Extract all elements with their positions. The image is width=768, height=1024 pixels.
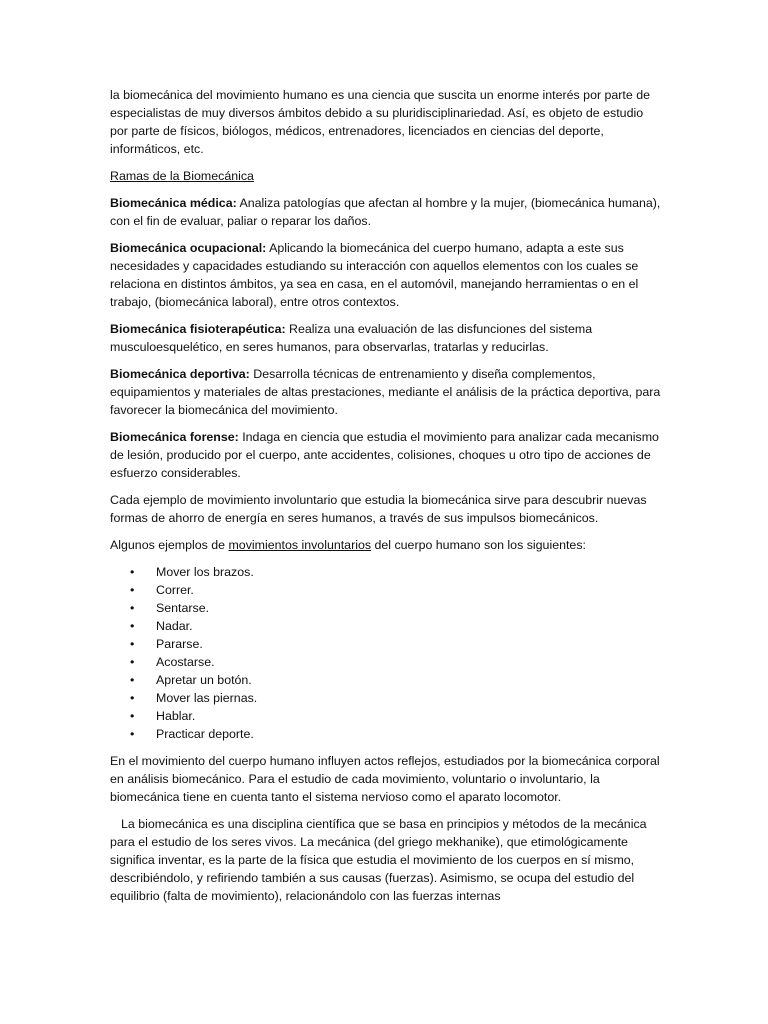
reflex-paragraph: En el movimiento del cuerpo humano influyen actos reflejos, estudiados por la biomecánica corporal en análisis biomecánico. Para el estudio de cada movimiento, voluntario o involuntario, la biomecánica tiene en cuenta tanto el sistema nervioso como el aparato locomotor. bbox=[110, 754, 660, 804]
rama-deportiva bbox=[110, 365, 662, 419]
bullet-icon: • bbox=[130, 673, 135, 687]
list-item-text: Acostarse. bbox=[156, 655, 215, 669]
document-body bbox=[110, 86, 662, 914]
bullet-icon: • bbox=[130, 727, 135, 741]
list-item bbox=[110, 563, 662, 581]
final-paragraph: La biomecánica es una disciplina científica que se basa en principios y métodos de la mecánica para el estudio de los seres vivos. La mecánica (del griego mekhanike), que etimológicamente significa inventar, es la parte de la física que estudia el movimiento de los cuerpos en sí mismo, describiéndolo, y refiriendo también a sus causas (fuerzas). Asimismo, se ocupa del estudio del equilibrio (falta de movimiento), relacionándolo con las fuerzas internas bbox=[110, 817, 647, 903]
rama-term: Biomecánica fisioterapéutica: bbox=[110, 322, 286, 336]
rama-medica bbox=[110, 194, 662, 230]
rama-term: Biomecánica deportiva: bbox=[110, 367, 250, 381]
examples-intro bbox=[110, 536, 662, 554]
list-item-text: Mover las piernas. bbox=[156, 691, 258, 705]
list-item-text: Apretar un botón. bbox=[156, 673, 252, 687]
bullet-icon: • bbox=[130, 691, 135, 705]
rama-text: Desarrolla técnicas de entrenamiento y diseña complementos, equipamientos y materiales de altas prestaciones, mediante el análisis de la práctica deportiva, para favorecer la biomecánica del movimiento. bbox=[110, 367, 661, 417]
involuntary-movements-link[interactable]: movimientos involuntarios bbox=[228, 538, 372, 552]
list-item bbox=[110, 617, 662, 635]
rama-fisioterapeutica bbox=[110, 320, 662, 356]
examples-list bbox=[110, 563, 662, 743]
list-item-text: Practicar deporte. bbox=[156, 727, 254, 741]
list-item bbox=[110, 581, 662, 599]
list-item-text: Sentarse. bbox=[156, 601, 210, 615]
rama-text: Realiza una evaluación de las disfunciones del sistema musculoesquelético, en seres humanos, para observarlas, tratarlas y reducirlas. bbox=[110, 322, 593, 354]
examples-intro-before: Algunos ejemplos de bbox=[110, 538, 229, 552]
list-item-text: Hablar. bbox=[156, 709, 196, 723]
list-item bbox=[110, 671, 662, 689]
list-item bbox=[110, 689, 662, 707]
rama-text: Indaga en ciencia que estudia el movimiento para analizar cada mecanismo de lesión, producido por el cuerpo, ante accidentes, colisiones, choques u otro tipo de acciones de esfuerzo considerables. bbox=[110, 430, 659, 480]
rama-term: Biomecánica forense: bbox=[110, 430, 239, 444]
list-item-text: Mover los brazos. bbox=[156, 565, 254, 579]
examples-intro-after: del cuerpo humano son los siguientes: bbox=[371, 538, 586, 552]
involuntary-paragraph: Cada ejemplo de movimiento involuntario que estudia la biomecánica sirve para descubrir nuevas formas de ahorro de energía en seres humanos, a través de sus impulsos biomecánicos. bbox=[110, 493, 647, 525]
bullet-icon: • bbox=[130, 565, 135, 579]
rama-text: Aplicando la biomecánica del cuerpo humano, adapta a este sus necesidades y capacidades estudiando su interacción con aquellos elementos con los cuales se relaciona en distintos ámbitos, ya sea en casa, en el automóvil, manejando herramientas o en el trabajo, (biomecánica laboral), entre otros contextos. bbox=[110, 241, 639, 309]
list-item bbox=[110, 707, 662, 725]
list-item-text: Pararse. bbox=[156, 637, 203, 651]
list-item-text: Correr. bbox=[156, 583, 194, 597]
bullet-icon: • bbox=[130, 601, 135, 615]
section-heading-text: Ramas de la Biomecánica bbox=[110, 169, 254, 183]
rama-ocupacional bbox=[110, 239, 662, 311]
rama-text: Analiza patologías que afectan al hombre y la mujer, (biomecánica humana), con el fin de evaluar, paliar o reparar los daños. bbox=[110, 196, 661, 228]
rama-term: Biomecánica ocupacional: bbox=[110, 241, 267, 255]
bullet-icon: • bbox=[130, 637, 135, 651]
intro-paragraph: la biomecánica del movimiento humano es una ciencia que suscita un enorme interés por parte de especialistas de muy diversos ámbitos debido a su pluridisciplinariedad. Así, es objeto de estudio por parte de físicos, biólogos, médicos, entrenadores, licenciados en ciencias del deporte, informáticos, etc. bbox=[110, 88, 650, 156]
bullet-icon: • bbox=[130, 655, 135, 669]
bullet-icon: • bbox=[130, 583, 135, 597]
list-item bbox=[110, 635, 662, 653]
list-item-text: Nadar. bbox=[156, 619, 193, 633]
list-item bbox=[110, 599, 662, 617]
list-item bbox=[110, 725, 662, 743]
rama-term: Biomecánica médica: bbox=[110, 196, 237, 210]
bullet-icon: • bbox=[130, 709, 135, 723]
rama-forense bbox=[110, 428, 662, 482]
bullet-icon: • bbox=[130, 619, 135, 633]
list-item bbox=[110, 653, 662, 671]
section-heading bbox=[110, 167, 662, 185]
